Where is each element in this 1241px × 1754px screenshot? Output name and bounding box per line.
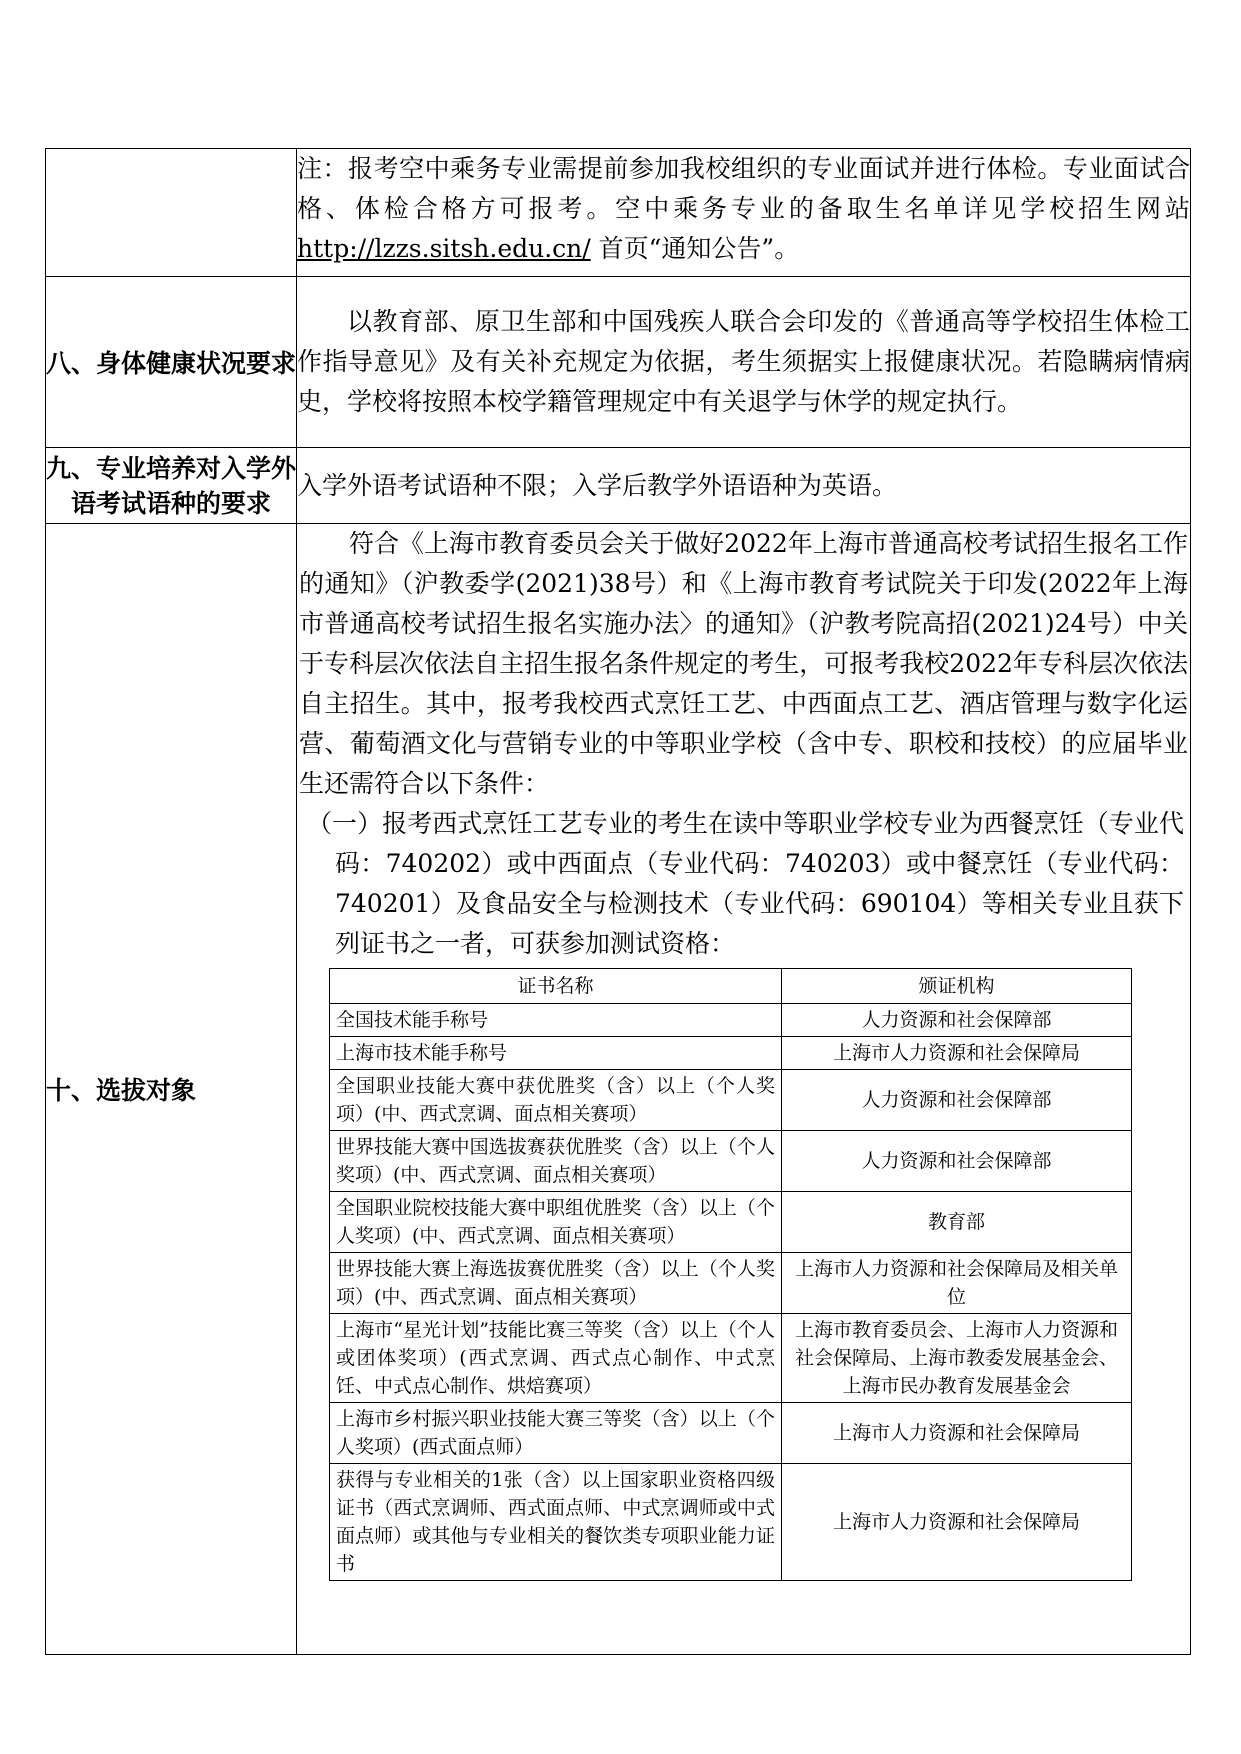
header-issuing-authority: 颁证机构	[782, 969, 1132, 1004]
table-row	[330, 1037, 1132, 1070]
issuing-authority: 上海市教育委员会、上海市人力资源和社会保障局、上海市教委发展基金会、上海市民办教育发展基金会	[782, 1314, 1132, 1403]
issuing-authority: 人力资源和社会保障部	[782, 1004, 1132, 1037]
table-row	[330, 1464, 1132, 1581]
table-row	[330, 1004, 1132, 1037]
admissions-website-link[interactable]: http://lzzs.sitsh.edu.cn/	[297, 234, 591, 263]
table-row	[330, 1070, 1132, 1131]
table-row	[330, 1131, 1132, 1192]
certificate-table-header	[330, 969, 1132, 1004]
eligibility-content	[297, 524, 1191, 1655]
issuing-authority: 教育部	[782, 1192, 1132, 1253]
certificate-name: 世界技能大赛中国选拔赛获优胜奖（含）以上（个人奖项）(中、西式烹调、面点相关赛项）	[330, 1131, 782, 1192]
issuing-authority: 上海市人力资源和社会保障局	[782, 1037, 1132, 1070]
table-row	[330, 1192, 1132, 1253]
certificate-name: 上海市技术能手称号	[330, 1037, 782, 1070]
eligibility-sub-item-1: （一）报考西式烹饪工艺专业的考生在读中等职业学校专业为西餐烹饪（专业代码：740202）或中西面点（专业代码：740203）或中餐烹饪（专业代码：740201）及食品安全与检测技术（专业代码：690104）等相关专业且获下列证书之一者，可获参加测试资格：	[307, 809, 1184, 958]
issuing-authority: 上海市人力资源和社会保障局及相关单位	[782, 1253, 1132, 1314]
row-note-label	[46, 149, 297, 277]
row-note	[46, 149, 1191, 277]
certificate-name: 上海市乡村振兴职业技能大赛三等奖（含）以上（个人奖项）(西式面点师）	[330, 1403, 782, 1464]
certificate-name: 世界技能大赛上海选拔赛优胜奖（含）以上（个人奖项）(中、西式烹调、面点相关赛项）	[330, 1253, 782, 1314]
table-row	[330, 1253, 1132, 1314]
admissions-table	[45, 148, 1191, 1655]
row-language	[46, 448, 1191, 524]
health-requirement-text: 以教育部、原卫生部和中国残疾人联合会印发的《普通高等学校招生体检工作指导意见》及有关补充规定为依据，考生须据实上报健康状况。若隐瞒病情病史，学校将按照本校学籍管理规定中有关退学与休学的规定执行。	[297, 307, 1190, 416]
eligibility-intro: 符合《上海市教育委员会关于做好2022年上海市普通高校考试招生报名工作的通知》（沪教委学(2021)38号）和《上海市教育考试院关于印发(2022年上海市普通高校考试招生报名实施办法〉的通知》（沪教考院高招(2021)24号）中关于专科层次依法自主招生报名条件规定的考生，可报考我校2022年专科层次依法自主招生。其中，报考我校西式烹饪工艺、中西面点工艺、酒店管理与数字化运营、葡萄酒文化与营销专业的中等职业学校（含中专、职校和技校）的应届毕业生还需符合以下条件：	[299, 529, 1188, 798]
row-eligibility	[46, 524, 1191, 1655]
issuing-authority: 人力资源和社会保障部	[782, 1131, 1132, 1192]
certificate-name: 全国技术能手称号	[330, 1004, 782, 1037]
header-certificate-name: 证书名称	[330, 969, 782, 1004]
issuing-authority: 上海市人力资源和社会保障局	[782, 1464, 1132, 1581]
certificate-name: 获得与专业相关的1张（含）以上国家职业资格四级证书（西式烹调师、西式面点师、中式烹调师或中式面点师）或其他与专业相关的餐饮类专项职业能力证书	[330, 1464, 782, 1581]
row-note-content	[297, 149, 1191, 277]
issuing-authority: 人力资源和社会保障部	[782, 1070, 1132, 1131]
language-requirement-label: 九、专业培养对入学外语考试语种的要求	[46, 448, 297, 524]
health-requirement-label: 八、身体健康状况要求	[46, 277, 297, 448]
note-text: 注：报考空中乘务专业需提前参加我校组织的专业面试并进行体检。专业面试合格、体检合格方可报考。空中乘务专业的备取生名单详见学校招生网站	[297, 154, 1190, 223]
language-requirement-content: 入学外语考试语种不限；入学后教学外语语种为英语。	[297, 448, 1191, 524]
certificate-name: 上海市“星光计划”技能比赛三等奖（含）以上（个人或团体奖项）(西式烹调、西式点心制作、中式烹饪、中式点心制作、烘焙赛项）	[330, 1314, 782, 1403]
eligibility-label: 十、选拔对象	[46, 524, 297, 1655]
certificate-name: 全国职业技能大赛中获优胜奖（含）以上（个人奖项）(中、西式烹调、面点相关赛项）	[330, 1070, 782, 1131]
issuing-authority: 上海市人力资源和社会保障局	[782, 1403, 1132, 1464]
table-row	[330, 1403, 1132, 1464]
certificate-table	[329, 968, 1132, 1581]
health-requirement-content	[297, 277, 1191, 448]
table-row	[330, 1314, 1132, 1403]
note-text-suffix: 首页“通知公告”。	[590, 234, 800, 263]
row-health	[46, 277, 1191, 448]
certificate-name: 全国职业院校技能大赛中职组优胜奖（含）以上（个人奖项）(中、西式烹调、面点相关赛项）	[330, 1192, 782, 1253]
